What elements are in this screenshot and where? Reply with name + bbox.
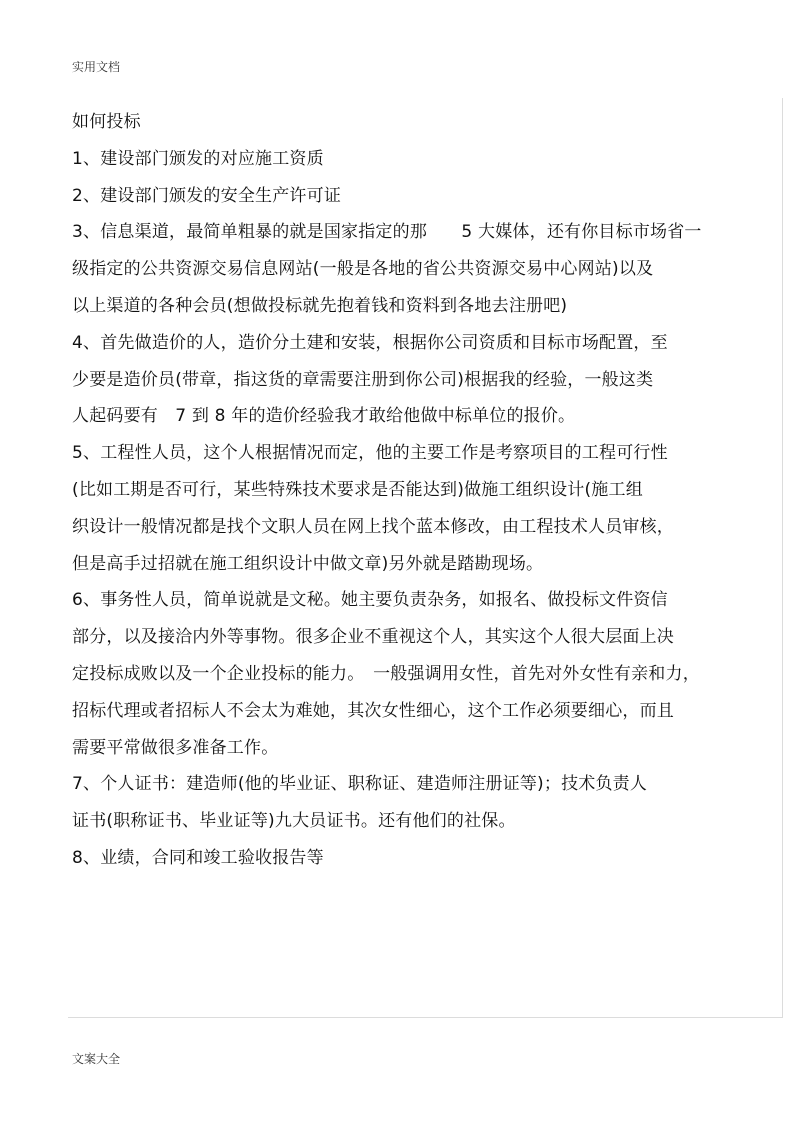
- paragraph-line: 5、工程性人员，这个人根据情况而定，他的主要工作是考察项目的工程可行性: [72, 443, 668, 464]
- paragraph-line: 8、业绩，合同和竣工验收报告等: [72, 847, 324, 868]
- paragraph-line: 7、个人证书：建造师(他的毕业证、职称证、建造师注册证等)；技术负责人: [72, 774, 648, 795]
- paragraph-line: 3、信息渠道，最简单粗暴的就是国家指定的那 5 大媒体，还有你目标市场省一: [72, 222, 702, 243]
- paragraph-line: 1、建设部门颁发的对应施工资质: [72, 148, 324, 169]
- paragraph-line: 招标代理或者招标人不会太为难她，其次女性细心，这个工作必须要细心，而且: [72, 700, 674, 721]
- paragraph-line: 4、首先做造价的人，造价分土建和安装，根据你公司资质和目标市场配置，至: [72, 332, 668, 353]
- paragraph-line: 织设计一般情况都是找个文职人员在网上找个蓝本修改，由工程技术人员审核，: [72, 516, 674, 537]
- page-footer: 文案大全: [72, 1052, 121, 1066]
- paragraph-line: 6、事务性人员，简单说就是文秘。她主要负责杂务，如报名、做投标文件资信: [72, 590, 668, 611]
- document-body: [72, 104, 772, 877]
- paragraph-line: (比如工期是否可行，某些特殊技术要求是否能达到)做施工组织设计(施工组: [72, 479, 643, 500]
- paragraph-line: 需要平常做很多准备工作。: [72, 737, 279, 758]
- paragraph-line: 部分，以及接洽内外等事物。很多企业不重视这个人，其实这个人很大层面上决: [72, 627, 674, 648]
- document-title: 如何投标: [72, 112, 141, 132]
- paragraph-line: 以上渠道的各种会员(想做投标就先抱着钱和资料到各地去注册吧): [72, 295, 568, 316]
- paragraph-line: 少要是造价员(带章，指这货的章需要注册到你公司)根据我的经验，一般这类: [72, 369, 654, 390]
- paragraph-line: 但是高手过招就在施工组织设计中做文章)另外就是踏勘现场。: [72, 553, 544, 574]
- paragraph-line: 级指定的公共资源交易信息网站(一般是各地的省公共资源交易中心网站)以及: [72, 259, 654, 280]
- paragraph-line: 证书(职称证书、毕业证等)九大员证书。还有他们的社保。: [72, 811, 516, 832]
- page-header: 实用文档: [72, 60, 121, 74]
- paragraph-line: 2、建设部门颁发的安全生产许可证: [72, 185, 342, 206]
- paragraph-line: 定投标成败以及一个企业投标的能力。 一般强调用女性，首先对外女性有亲和力，: [72, 663, 700, 684]
- paragraph-line: 人起码要有 7 到 8 年的造价经验我才敢给他做中标单位的报价。: [72, 406, 576, 427]
